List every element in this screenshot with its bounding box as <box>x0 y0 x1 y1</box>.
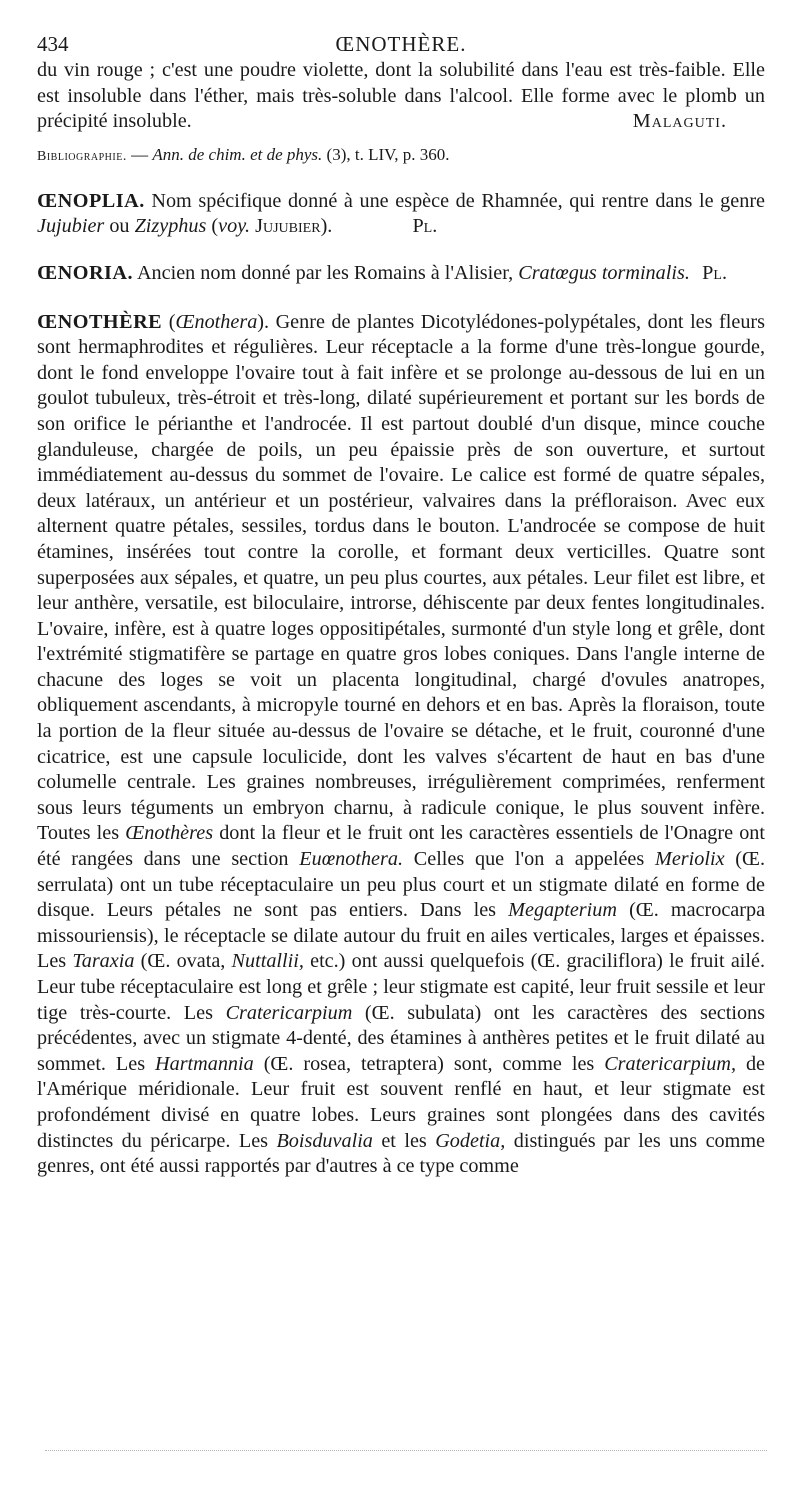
page <box>37 28 765 1180</box>
italic-term: Œnothères <box>125 822 214 845</box>
headword-oenoplia: ŒNOPLIA. <box>37 189 145 212</box>
headword-oenothere: ŒNOTHÈRE <box>37 310 163 333</box>
entry-text: ). Genre de plantes Dicotylédones-polypétales, dont les fleurs sont hermaphrodites et régulières. Leur réceptacle a la forme d'une très-longue gourde, dont le fond enveloppe l'ovaire tout à fait infère et se prolonge au-dessous de lui en un goulot tubuleux, très-étroit et très-long, dilaté supérieurement et portant sur les bords de son orifice le périanthe et l'androcée. Il est partout doublé d'un disque, mince couche glanduleuse, chargée de poils, un peu épaissie près de son ouverture, et surtout immédiatement au-dessus du sommet de l'ovaire. Le calice est formé de quatre sépales, deux latéraux, un antérieur et un postérieur, valvaires dans la préfloraison. Avec eux alternent quatre pétales, sessiles, tordus dans le bouton. L'androcée se compose de huit étamines, insérées tout contre la corolle, et formant deux verticilles. Quatre sont superposées aux sépales, et quatre, un peu plus courtes, aux pétales. Leur filet est libre, et leur anthère, versatile, est biloculaire, introrse, déhiscente par deux fentes longitudinales. L'ovaire, infère, est à quatre loges oppositipétales, surmonté d'un style long et grêle, dont l'extrémité stigmatifère se partage en quatre gros lobes coniques. Dans l'angle interne de chacune des loges se voit un placenta longitudinal, chargé d'ovules anatropes, obliquement ascendants, à micropyle tourné en dehors et en bas. Après la floraison, toute la portion de la fleur située au-dessus de l'ovaire se détache, et le fruit, couronné d'une cicatrice, est une capsule loculicide, dont les valves s'écartent de haut en bas d'une columelle centrale. Les graines nombreuses, irrégulièrement comprimées, renferment sous leurs téguments un embryon charnu, à radicule conique, le plus souvent infère. Toutes les <box>37 310 766 845</box>
bibliography-ref: (3), t. LIV, p. 360. <box>326 144 450 164</box>
footer-dotted-rule <box>45 1450 767 1451</box>
italic-term: Zizyphus <box>134 215 207 238</box>
bibliography-label: Bibliographie. <box>37 148 127 164</box>
entry-text: distingués par les uns comme genres, ont été aussi rapportés par d'autres à ce type comme <box>37 1129 766 1178</box>
entry-text: Celles que l'on a appelées <box>413 848 645 871</box>
entry-text: (Œ. ovata, <box>140 950 226 973</box>
bibliography <box>37 144 765 168</box>
entry-text: de l'Amérique méridionale. Leur fruit est souvent renflé en haut, et leur stigmate est profondément divisé en quatre lobes. Leurs graines sont plongées dans des cavités distinctes du péricarpe. Les <box>37 1052 766 1152</box>
entry-text: dont la fleur et le fruit ont les caractères essentiels de l'Onagre ont été rangées dans une section <box>37 822 766 871</box>
entry-text: (Œ. rosea, tetraptera) sont, comme les <box>263 1052 595 1075</box>
entry-oenoria <box>37 261 765 287</box>
entry-text: et les <box>381 1129 427 1152</box>
page-header <box>37 28 765 58</box>
headword-oenoria: ŒNORIA. <box>37 261 134 284</box>
italic-term: Megapterium <box>508 899 617 922</box>
italic-term: Godetia, <box>435 1129 506 1152</box>
bibliography-journal: Ann. de chim. et de phys. <box>152 144 323 164</box>
page-number: 434 <box>37 32 69 56</box>
entry-text: (Œ. subulata) ont les caractères des sections précédentes, avec un stigmate 4-denté, des étamines à anthères petites et le fruit dilaté au sommet. Les <box>37 1001 766 1075</box>
entry-text: ou <box>109 215 130 238</box>
entry-text: Ancien nom donné par les Romains à l'Alisier, <box>136 261 514 284</box>
italic-term: Taraxia <box>72 950 135 973</box>
entry-oenoplia <box>37 189 765 240</box>
entry-text: ( <box>168 310 176 333</box>
bibliography-dash: — <box>131 144 149 164</box>
italic-term: Nuttallii, <box>231 950 304 973</box>
entry-oenothere <box>37 310 765 1180</box>
italic-term: Boisduvalia <box>276 1129 373 1152</box>
entry-text: ). <box>320 215 333 238</box>
italic-term: Cratœgus torminalis. <box>518 261 690 284</box>
entry-text: (Œ. serrulata) ont un tube réceptaculaire un peu plus court et un stigmate dilaté en forme de disque. Leurs pétales ne sont pas entiers. Dans les <box>37 848 766 922</box>
italic-term: Jujubier <box>37 215 105 238</box>
continuation-text: du vin rouge ; c'est une poudre violette, dont la solubilité dans l'eau est très-faible. Elle est insoluble dans l'éther, mais très-soluble dans l'alcool. Elle forme avec le plomb un précipité insoluble. <box>37 59 765 133</box>
signature-pl: Pl. <box>702 261 727 284</box>
italic-term: voy. <box>218 215 251 238</box>
signature-pl: Pl. <box>412 215 438 238</box>
italic-term: Cratericarpium, <box>604 1052 736 1075</box>
italic-term: Cratericarpium <box>225 1001 353 1024</box>
cross-reference: Jujubier <box>255 215 321 238</box>
italic-term: Euœnothera. <box>299 848 404 871</box>
italic-term: Hartmannia <box>155 1052 254 1075</box>
entry-text: ( <box>211 215 219 238</box>
entry-text: etc.) ont aussi quelquefois (Œ. graciliflora) le fruit ailé. Leur tube réceptaculaire est long et grêle ; leur stigmate est capité, leur fruit sessile et leur tige très-courte. Les <box>37 950 766 1024</box>
entry-text: (Œ. macrocarpa missouriensis), le réceptacle se dilate autour du fruit en ailes verticales, larges et épaisses. Les <box>37 899 766 973</box>
italic-term: Œnothera <box>175 310 258 333</box>
italic-term: Meriolix <box>655 848 725 871</box>
signature-malaguti: Malaguti. <box>632 110 727 133</box>
continuation-paragraph <box>37 58 765 135</box>
running-title: ŒNOTHÈRE. <box>335 32 467 56</box>
entry-text: Nom spécifique donné à une espèce de Rhamnée, qui rentre dans le genre <box>151 189 766 212</box>
